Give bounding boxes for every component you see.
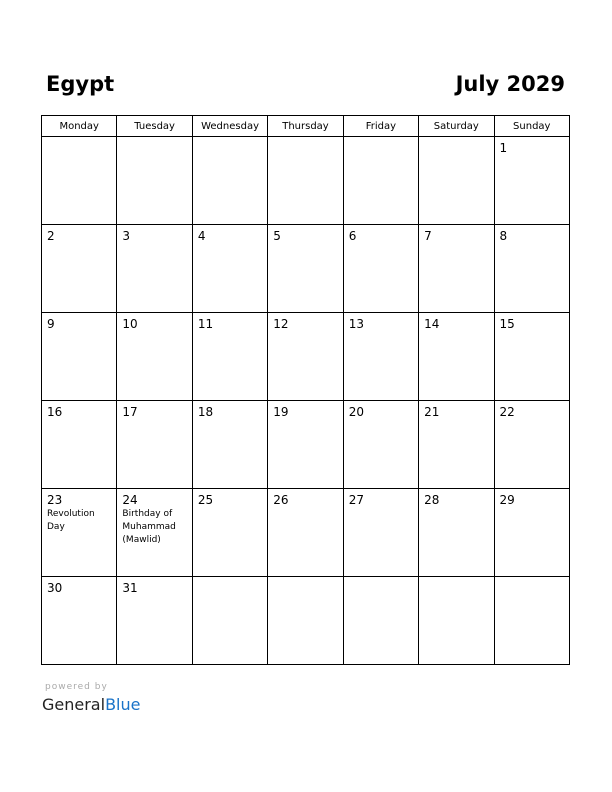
day-number <box>117 137 191 141</box>
day-cell <box>419 401 494 489</box>
day-cell <box>268 577 343 665</box>
powered-by-text: powered by <box>45 682 108 692</box>
day-cell <box>192 313 267 401</box>
country-title: Egypt <box>46 72 115 96</box>
week-row <box>42 577 570 665</box>
holiday-label: Birthday of Muhammad (Mawlid) <box>122 509 176 545</box>
day-cell <box>343 225 418 313</box>
day-number <box>268 137 342 141</box>
day-cell <box>494 489 569 577</box>
day-number: 3 <box>122 229 131 243</box>
day-cell <box>494 313 569 401</box>
weekday-header: Monday <box>42 116 117 137</box>
day-cell <box>268 489 343 577</box>
day-cell <box>268 137 343 225</box>
day-cell <box>192 577 267 665</box>
day-cell <box>343 313 418 401</box>
day-number: 29 <box>499 493 515 507</box>
day-cell <box>117 225 192 313</box>
week-row <box>42 401 570 489</box>
day-cell <box>494 225 569 313</box>
day-number: 18 <box>197 405 214 419</box>
day-cell <box>268 313 343 401</box>
day-number <box>42 137 116 141</box>
brand-general-text: General <box>42 695 106 714</box>
generalblue-logo[interactable] <box>42 695 140 715</box>
day-cell <box>42 401 117 489</box>
day-number: 7 <box>424 229 432 243</box>
day-number: 17 <box>122 405 138 419</box>
day-number <box>344 137 418 141</box>
day-cell <box>192 225 267 313</box>
week-row <box>42 225 570 313</box>
day-number: 23 <box>47 493 63 507</box>
day-cell <box>343 401 418 489</box>
day-cell <box>419 489 494 577</box>
weekday-header: Thursday <box>268 116 343 137</box>
weekday-header: Saturday <box>419 116 494 137</box>
day-cell <box>343 489 418 577</box>
day-number: 4 <box>197 229 206 243</box>
weekday-header: Friday <box>343 116 418 137</box>
footer-branding <box>42 682 140 715</box>
day-number: 24 <box>122 493 138 507</box>
day-cell <box>268 401 343 489</box>
day-cell <box>42 577 117 665</box>
day-number <box>419 137 493 141</box>
day-number: 13 <box>348 317 364 331</box>
brand-blue-text: Blue <box>105 695 141 714</box>
day-cell <box>419 137 494 225</box>
day-cell <box>494 577 569 665</box>
day-number: 27 <box>348 493 364 507</box>
day-number <box>495 577 569 581</box>
day-cell <box>192 401 267 489</box>
day-number: 2 <box>47 229 55 243</box>
day-cell <box>117 489 192 577</box>
day-number: 12 <box>273 317 289 331</box>
day-number: 20 <box>348 405 364 419</box>
week-row <box>42 489 570 577</box>
day-number <box>193 577 267 581</box>
day-number: 26 <box>273 493 289 507</box>
day-number: 25 <box>197 493 214 507</box>
day-number: 14 <box>424 317 440 331</box>
day-number: 6 <box>348 229 357 243</box>
weekday-header: Tuesday <box>117 116 192 137</box>
day-cell <box>42 137 117 225</box>
day-number: 9 <box>47 317 55 331</box>
day-number: 28 <box>424 493 440 507</box>
week-row <box>42 137 570 225</box>
day-cell <box>268 225 343 313</box>
day-number <box>344 577 418 581</box>
day-number <box>419 577 493 581</box>
day-cell <box>419 577 494 665</box>
day-cell <box>117 401 192 489</box>
day-cell <box>42 225 117 313</box>
day-cell <box>343 137 418 225</box>
weekday-header: Wednesday <box>192 116 267 137</box>
day-cell <box>42 313 117 401</box>
day-number: 1 <box>499 141 508 155</box>
day-cell <box>419 225 494 313</box>
weekday-header-row <box>42 116 570 137</box>
day-cell <box>42 489 117 577</box>
day-number: 30 <box>47 581 63 595</box>
day-cell <box>494 137 569 225</box>
day-cell <box>343 577 418 665</box>
day-number: 10 <box>122 317 138 331</box>
day-cell <box>117 137 192 225</box>
day-number: 19 <box>273 405 289 419</box>
holiday-label: Revolution Day <box>47 509 95 532</box>
day-number: 16 <box>47 405 63 419</box>
month-year-title: July 2029 <box>455 72 565 96</box>
day-cell <box>117 577 192 665</box>
day-cell <box>192 137 267 225</box>
day-cell <box>419 313 494 401</box>
day-number: 31 <box>122 581 138 595</box>
day-cell <box>192 489 267 577</box>
week-row <box>42 313 570 401</box>
day-number: 5 <box>273 229 281 243</box>
day-cell <box>494 401 569 489</box>
day-number: 11 <box>197 317 214 331</box>
day-number: 8 <box>499 229 508 243</box>
weekday-header: Sunday <box>494 116 569 137</box>
day-number: 21 <box>424 405 440 419</box>
day-number: 22 <box>499 405 515 419</box>
day-cell <box>117 313 192 401</box>
day-number <box>193 137 267 141</box>
day-number <box>268 577 342 581</box>
calendar-grid <box>41 115 570 665</box>
day-number: 15 <box>499 317 515 331</box>
